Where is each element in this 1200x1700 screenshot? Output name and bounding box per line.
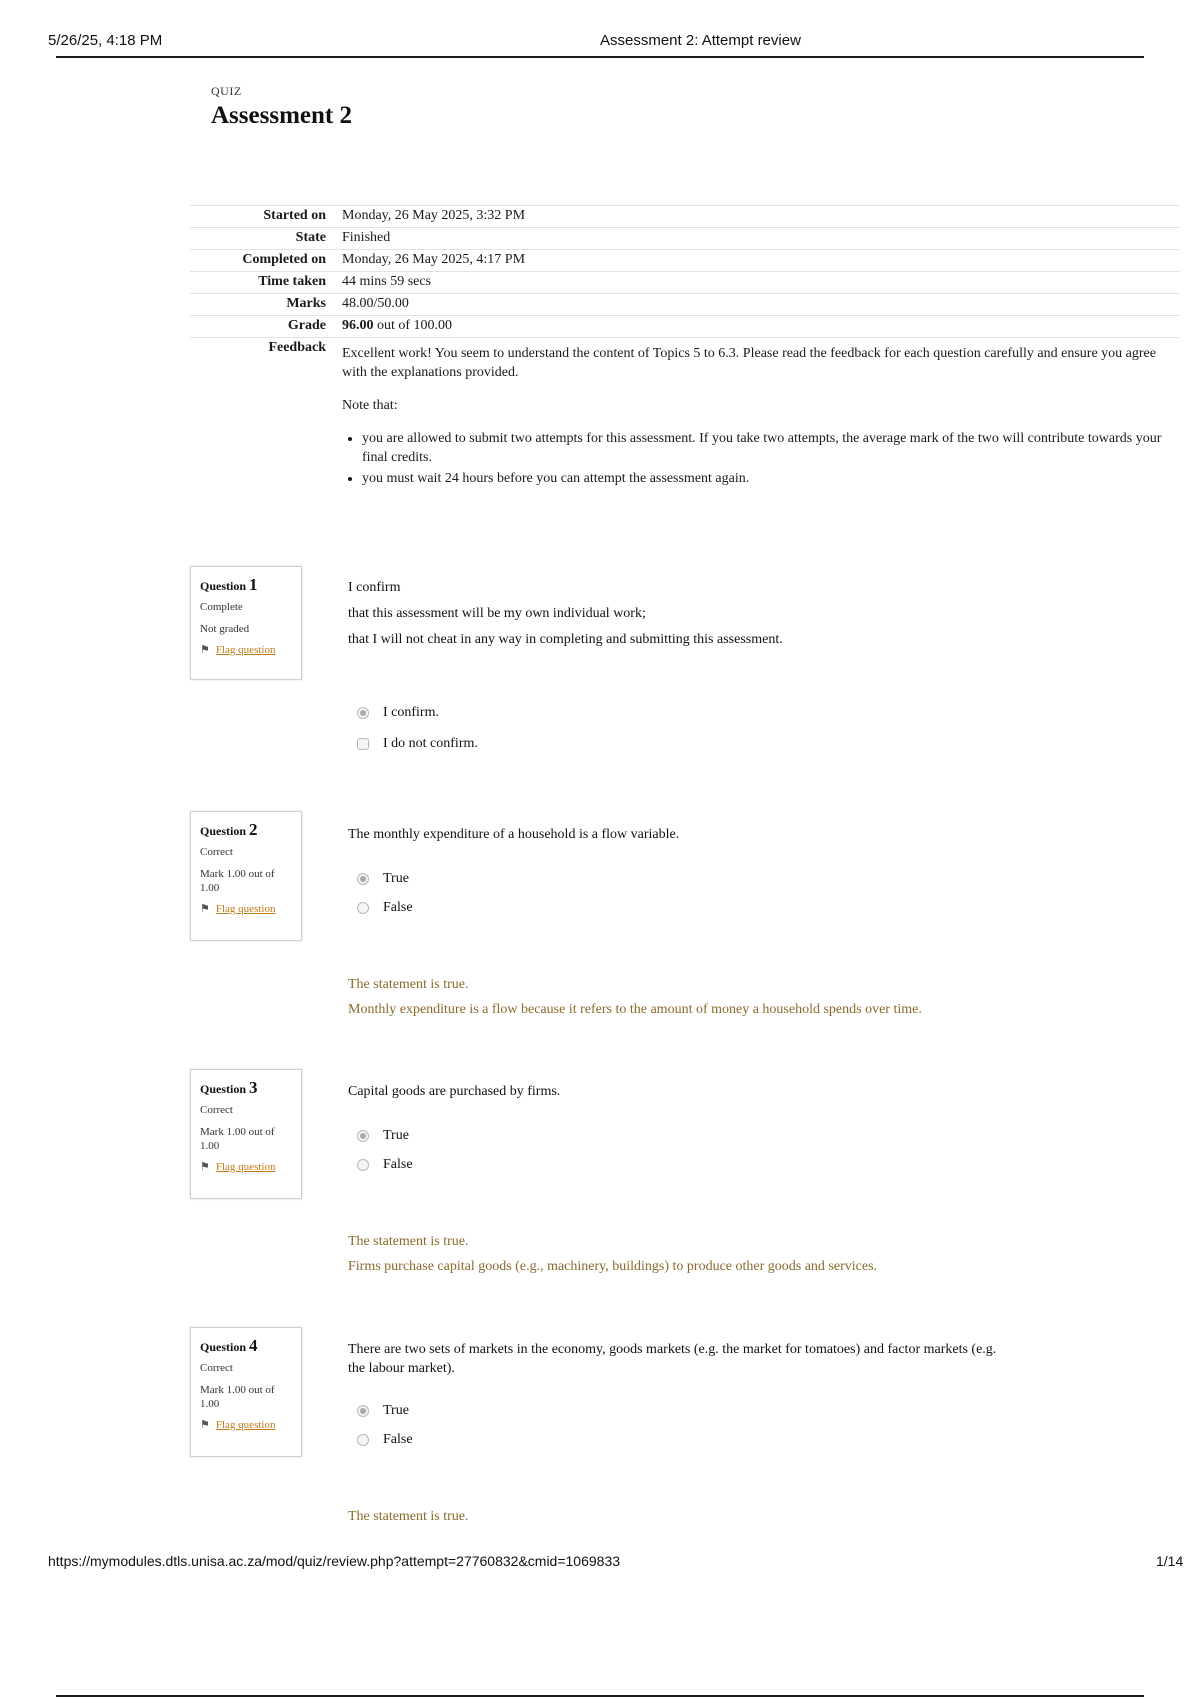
feedback-line: The statement is true. [348,977,469,992]
question-mark: Mark 1.00 out of 1.00 [200,868,275,894]
flag-icon: ⚑ [200,644,210,656]
summary-label: Marks [286,296,326,311]
quiz-label: QUIZ [211,84,242,98]
summary-label: Time taken [258,274,326,289]
option-label: False [383,900,413,915]
question-info-2 [190,811,302,941]
page-title: Assessment 2 [211,102,352,129]
summary-row-state [190,227,1180,249]
print-page-number: 1/14 [1156,1553,1184,1569]
radio-button[interactable] [357,738,369,750]
question-feedback-2 [348,972,922,1022]
flag-question-link[interactable]: ⚑ Flag question [200,1161,276,1173]
radio-button[interactable] [357,1159,369,1171]
question-number: Question 3 [200,1078,258,1097]
question-text-4 [348,1340,1008,1385]
option-label: True [383,871,409,886]
overall-feedback [342,338,1180,490]
print-url: https://mymodules.dtls.unisa.ac.za/mod/quiz/review.php?attempt=27760832&cmid=1069833 [48,1553,621,1569]
question-state: Correct [200,1362,233,1374]
summary-label: State [295,230,326,245]
question-line: There are two sets of markets in the economy, goods markets (e.g. the market for tomatoes) and factor markets (e.g. the labour market). [348,1342,997,1376]
grade-score: 96.00 [342,318,374,333]
question-line: that I will not cheat in any way in completing and submitting this assessment. [348,632,783,647]
feedback-line: Firms purchase capital goods (e.g., machinery, buildings) to produce other goods and services. [348,1259,878,1274]
option-label: True [383,1128,409,1143]
question-mark: Not graded [200,623,250,635]
answer-option[interactable] [357,900,413,916]
question-text-1 [348,578,783,656]
radio-button[interactable] [357,707,369,719]
grade-total: out of 100.00 [373,318,453,333]
footer-divider [56,1695,1144,1697]
radio-button[interactable] [357,1130,369,1142]
radio-button[interactable] [357,1405,369,1417]
summary-value: Monday, 26 May 2025, 3:32 PM [342,208,526,223]
radio-button[interactable] [357,873,369,885]
header-divider [56,56,1144,58]
flag-question-link[interactable]: ⚑ Flag question [200,644,276,656]
feedback-line: The statement is true. [348,1509,469,1524]
flag-icon: ⚑ [200,1161,210,1173]
option-label: True [383,1403,409,1418]
radio-button[interactable] [357,1434,369,1446]
question-feedback-4 [348,1504,469,1529]
question-line: Capital goods are purchased by firms. [348,1084,561,1099]
option-label: I do not confirm. [383,736,478,751]
flag-icon: ⚑ [200,1419,210,1431]
option-label: I confirm. [383,705,439,720]
question-mark: Mark 1.00 out of 1.00 [200,1384,275,1410]
summary-row-marks [190,293,1180,315]
print-page-title: Assessment 2: Attempt review [600,32,801,49]
summary-label: Completed on [242,252,326,267]
answer-option[interactable] [357,1128,409,1144]
question-line: I confirm [348,580,401,595]
feedback-note: Note that: [342,398,398,413]
question-info-3 [190,1069,302,1199]
question-state: Correct [200,846,233,858]
answer-option[interactable] [357,1403,409,1419]
summary-value: Finished [342,230,391,245]
question-mark: Mark 1.00 out of 1.00 [200,1126,275,1152]
answer-option[interactable] [357,736,478,752]
answer-option[interactable] [357,1432,413,1448]
feedback-intro: Excellent work! You seem to understand the content of Topics 5 to 6.3. Please read the feedback for each question carefully and ensure you agree with the explanations provided. [342,346,1156,380]
feedback-bullet-list [342,429,1180,488]
question-number: Question 1 [200,575,258,594]
radio-button[interactable] [357,902,369,914]
answer-option[interactable] [357,871,409,887]
summary-row-started [190,205,1180,227]
feedback-line: Monthly expenditure is a flow because it refers to the amount of money a household spends over time. [348,1002,922,1017]
question-info-1 [190,566,302,680]
answer-option[interactable] [357,1157,413,1173]
question-feedback-3 [348,1229,877,1279]
question-number: Question 2 [200,820,258,839]
summary-label: Grade [287,318,326,333]
summary-value: 48.00/50.00 [342,296,409,311]
summary-row-time-taken [190,271,1180,293]
option-label: False [383,1157,413,1172]
option-label: False [383,1432,413,1447]
question-info-4 [190,1327,302,1457]
summary-row-feedback [190,337,1180,490]
feedback-bullet: • you are allowed to submit two attempts for this assessment. If you take two attempts, the average mark of the two will contribute towards your final credits. [362,429,1180,467]
attempt-summary-table [190,205,1180,490]
summary-label: Feedback [268,340,326,355]
flag-question-link[interactable]: ⚑ Flag question [200,1419,276,1431]
flag-icon: ⚑ [200,903,210,915]
question-number: Question 4 [200,1336,258,1355]
flag-question-link[interactable]: ⚑ Flag question [200,903,276,915]
summary-value: Monday, 26 May 2025, 4:17 PM [342,252,526,267]
question-text-3 [348,1082,560,1108]
summary-label: Started on [263,208,326,223]
print-datetime: 5/26/25, 4:18 PM [48,32,163,49]
question-state: Correct [200,1104,233,1116]
question-line: that this assessment will be my own individual work; [348,606,646,621]
answer-option[interactable] [357,705,439,721]
summary-value: 44 mins 59 secs [342,274,432,289]
feedback-line: The statement is true. [348,1234,469,1249]
summary-row-grade [190,315,1180,337]
summary-value [342,316,1180,337]
summary-row-completed [190,249,1180,271]
question-state: Complete [200,601,243,613]
question-text-2 [348,825,679,851]
question-line: The monthly expenditure of a household is a flow variable. [348,827,680,842]
feedback-bullet: • you must wait 24 hours before you can attempt the assessment again. [362,469,1180,488]
